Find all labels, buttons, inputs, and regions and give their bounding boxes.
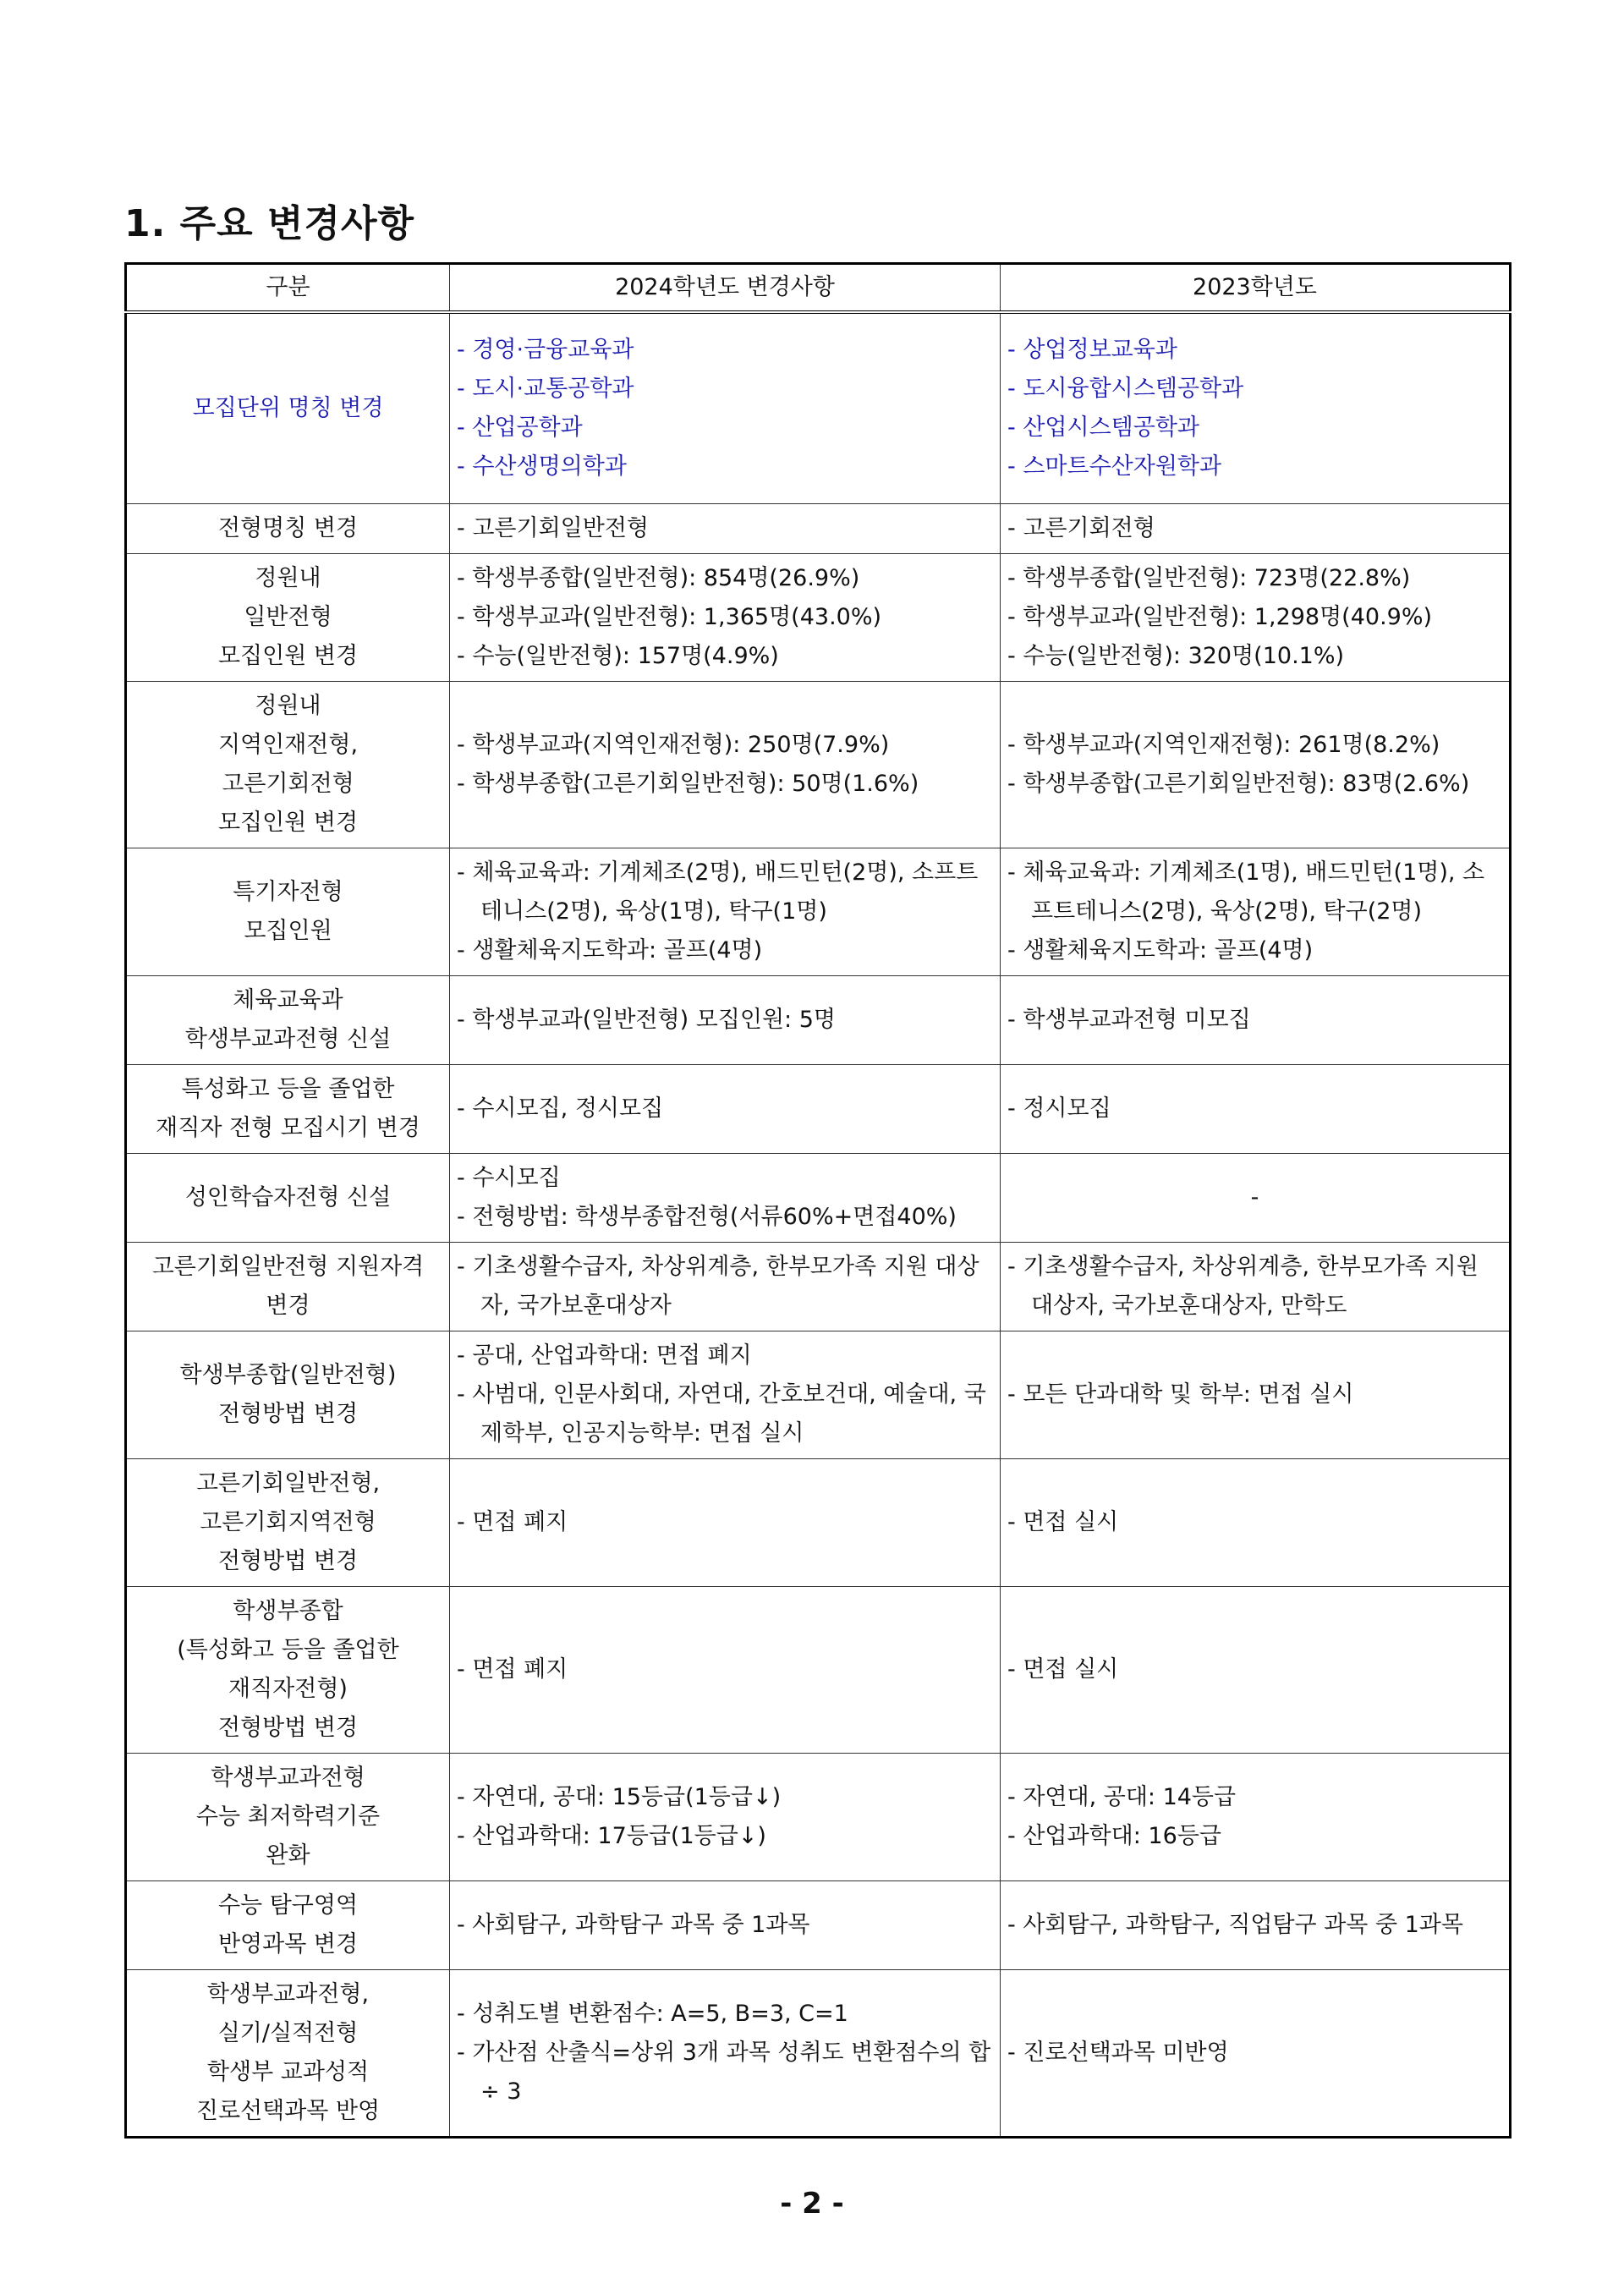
cell-line: - 도시·교통공학과 (457, 375, 634, 402)
category-line: 특기자전형 (233, 878, 343, 905)
row-category (126, 1242, 450, 1331)
category-line: 재직자전형) (228, 1675, 348, 1702)
row-category (126, 503, 450, 553)
row-category (126, 848, 450, 975)
category-line: 전형방법 변경 (217, 1400, 359, 1427)
section-heading: 1. 주요 변경사항 (124, 202, 414, 245)
row-2024-change (450, 1969, 1001, 2137)
category-line: 특성화고 등을 졸업한 (181, 1075, 395, 1102)
row-category (126, 1880, 450, 1969)
category-line: (특성화고 등을 졸업한 (177, 1636, 399, 1663)
table-row (126, 681, 1511, 848)
category-line: 학생부교과전형, (206, 1980, 370, 2007)
table-row (126, 1153, 1511, 1242)
category-line: 수능 탐구영역 (217, 1891, 359, 1919)
row-category (126, 1753, 450, 1880)
row-2024-change (450, 975, 1001, 1064)
cell-line: - 학생부종합(일반전형): 723명(22.8%) (1007, 564, 1411, 591)
cell-line: - 수산생명의학과 (457, 453, 627, 480)
table-body (126, 312, 1511, 2137)
table-header (126, 264, 1511, 313)
cell-line: - 학생부교과(지역인재전형): 261명(8.2%) (1007, 731, 1440, 758)
category-line: 모집인원 (244, 917, 332, 944)
category-line: 일반전형 (244, 603, 332, 630)
table-header-row (126, 264, 1511, 313)
cell-line: - 생활체육지도학과: 골프(4명) (457, 936, 763, 964)
category-line: 학생부교과전형 신설 (184, 1025, 392, 1052)
cell-line: - 수능(일반전형): 320명(10.1%) (1007, 642, 1345, 669)
row-2023-value (1001, 1153, 1511, 1242)
category-line: 정원내 (255, 692, 321, 719)
cell-line: - 학생부종합(고른기회일반전형): 83명(2.6%) (1007, 770, 1470, 797)
cell-line: - 산업과학대: 17등급(1등급↓) (457, 1822, 766, 1849)
cell-line: - 학생부교과전형 미모집 (1007, 1006, 1251, 1033)
cell-line: - 산업시스템공학과 (1007, 414, 1199, 441)
table-row (126, 1880, 1511, 1969)
category-line: 전형방법 변경 (217, 1714, 359, 1741)
row-2024-change (450, 1458, 1001, 1586)
table-row (126, 312, 1511, 503)
row-2024-change (450, 1753, 1001, 1880)
cell-line: - 면접 폐지 (457, 1508, 568, 1535)
cell-line: - 사범대, 인문사회대, 자연대, 간호보건대, 예술대, 국제학부, 인공지능학부: 면접 실시 (457, 1381, 986, 1447)
cell-line: - 경영·금융교육과 (457, 336, 634, 363)
header-2024-changes: 2024학년도 변경사항 (450, 264, 1001, 313)
table-row (126, 1242, 1511, 1331)
cell-line: - 전형방법: 학생부종합전형(서류60%+면접40%) (457, 1203, 957, 1230)
row-2023-value (1001, 681, 1511, 848)
category-line: 모집인원 변경 (217, 642, 359, 669)
table-row (126, 553, 1511, 681)
cell-line: - 면접 폐지 (457, 1655, 568, 1683)
cell-line: - (1250, 1183, 1259, 1211)
row-2023-value (1001, 1242, 1511, 1331)
row-2024-change (450, 1331, 1001, 1458)
category-line: 완화 (266, 1842, 310, 1869)
row-category (126, 1153, 450, 1242)
cell-line: - 산업과학대: 16등급 (1007, 1822, 1221, 1849)
category-line: 학생부종합 (233, 1597, 343, 1624)
cell-line: - 학생부교과(일반전형) 모집인원: 5명 (457, 1006, 836, 1033)
row-category (126, 1331, 450, 1458)
cell-line: - 학생부종합(고른기회일반전형): 50명(1.6%) (457, 770, 919, 797)
cell-line: - 공대, 산업과학대: 면접 폐지 (457, 1342, 752, 1369)
category-line: 고른기회전형 (222, 770, 354, 797)
cell-line: - 학생부교과(일반전형): 1,365명(43.0%) (457, 603, 882, 630)
cell-line: - 도시융합시스템공학과 (1007, 375, 1244, 402)
cell-line: - 진로선택과목 미반영 (1007, 2039, 1229, 2066)
cell-line: - 수시모집, 정시모집 (457, 1095, 664, 1122)
category-line: 반영과목 변경 (217, 1930, 359, 1957)
category-line: 지역인재전형, (217, 731, 359, 758)
row-2023-value (1001, 1064, 1511, 1153)
cell-line: - 수시모집 (457, 1164, 561, 1191)
row-2023-value (1001, 1969, 1511, 2137)
page-number: - 2 - (780, 2187, 844, 2221)
category-line: 수능 최저학력기준 (195, 1803, 381, 1830)
cell-line: - 고른기회일반전형 (457, 514, 649, 541)
cell-line: - 상업정보교육과 (1007, 336, 1177, 363)
table-row (126, 1753, 1511, 1880)
table-row (126, 503, 1511, 553)
row-category (126, 1586, 450, 1753)
cell-line: - 수능(일반전형): 157명(4.9%) (457, 642, 779, 669)
row-2024-change (450, 312, 1001, 503)
category-line: 고른기회일반전형, (195, 1469, 381, 1496)
cell-line: - 생활체육지도학과: 골프(4명) (1007, 936, 1314, 964)
row-category (126, 1064, 450, 1153)
row-2023-value (1001, 553, 1511, 681)
table-row (126, 975, 1511, 1064)
table-row (126, 1458, 1511, 1586)
cell-line: - 정시모집 (1007, 1095, 1111, 1122)
category-line: 실기/실적전형 (217, 2019, 359, 2046)
cell-line: - 자연대, 공대: 14등급 (1007, 1783, 1237, 1810)
changes-table (124, 262, 1512, 2139)
category-line: 전형방법 변경 (217, 1547, 359, 1574)
category-line: 모집단위 명칭 변경 (192, 394, 384, 421)
cell-line: - 모든 단과대학 및 학부: 면접 실시 (1007, 1381, 1354, 1408)
cell-line: - 면접 실시 (1007, 1508, 1119, 1535)
row-2023-value (1001, 975, 1511, 1064)
category-line: 진로선택과목 반영 (195, 2097, 381, 2124)
row-2023-value (1001, 312, 1511, 503)
cell-line: - 학생부종합(일반전형): 854명(26.9%) (457, 564, 860, 591)
cell-line: - 스마트수산자원학과 (1007, 453, 1222, 480)
row-2023-value (1001, 1331, 1511, 1458)
table-row (126, 848, 1511, 975)
row-2024-change (450, 1880, 1001, 1969)
category-line: 고른기회지역전형 (200, 1508, 376, 1535)
cell-line: - 면접 실시 (1007, 1655, 1119, 1683)
table-row (126, 1586, 1511, 1753)
row-2023-value (1001, 503, 1511, 553)
cell-line: - 사회탐구, 과학탐구, 직업탐구 과목 중 1과목 (1007, 1911, 1463, 1938)
row-category (126, 681, 450, 848)
cell-line: - 체육교육과: 기계체조(1명), 배드민턴(1명), 소프트테니스(2명), 육상(2명), 탁구(2명) (1007, 859, 1485, 925)
category-line: 학생부 교과성적 (206, 2058, 370, 2085)
cell-line: - 기초생활수급자, 차상위계층, 한부모가족 지원 대상자, 국가보훈대상자, 만학도 (1007, 1253, 1479, 1319)
row-2024-change (450, 1586, 1001, 1753)
row-2023-value (1001, 1586, 1511, 1753)
row-2023-value (1001, 1753, 1511, 1880)
row-category (126, 1969, 450, 2137)
row-category (126, 312, 450, 503)
header-2023: 2023학년도 (1001, 264, 1511, 313)
row-2024-change (450, 1242, 1001, 1331)
cell-line: - 학생부교과(일반전형): 1,298명(40.9%) (1007, 603, 1433, 630)
cell-line: - 학생부교과(지역인재전형): 250명(7.9%) (457, 731, 890, 758)
table-row (126, 1064, 1511, 1153)
table-row (126, 1969, 1511, 2137)
row-2024-change (450, 1153, 1001, 1242)
category-line: 학생부종합(일반전형) (179, 1361, 397, 1388)
cell-line: - 사회탐구, 과학탐구 과목 중 1과목 (457, 1911, 810, 1938)
cell-line: - 체육교육과: 기계체조(2명), 배드민턴(2명), 소프트테니스(2명), 육상(1명), 탁구(1명) (457, 859, 979, 925)
category-line: 체육교육과 (233, 986, 343, 1013)
cell-line: - 가산점 산출식=상위 3개 과목 성취도 변환점수의 합 ÷ 3 (457, 2039, 991, 2105)
row-category (126, 975, 450, 1064)
cell-line: - 자연대, 공대: 15등급(1등급↓) (457, 1783, 782, 1810)
category-line: 모집인원 변경 (217, 809, 359, 836)
category-line: 변경 (266, 1292, 310, 1319)
category-line: 성인학습자전형 신설 (184, 1183, 392, 1211)
category-line: 재직자 전형 모집시기 변경 (156, 1114, 420, 1141)
row-2024-change (450, 848, 1001, 975)
row-category (126, 1458, 450, 1586)
row-2023-value (1001, 848, 1511, 975)
row-2023-value (1001, 1880, 1511, 1969)
category-line: 정원내 (255, 564, 321, 591)
row-2024-change (450, 553, 1001, 681)
category-line: 전형명칭 변경 (217, 514, 359, 541)
category-line: 학생부교과전형 (211, 1764, 365, 1791)
cell-line: - 성취도별 변환점수: A=5, B=3, C=1 (457, 2000, 848, 2027)
row-2024-change (450, 503, 1001, 553)
cell-line: - 산업공학과 (457, 414, 583, 441)
row-2024-change (450, 1064, 1001, 1153)
table-row (126, 1331, 1511, 1458)
row-2023-value (1001, 1458, 1511, 1586)
header-category: 구분 (126, 264, 450, 313)
cell-line: - 고른기회전형 (1007, 514, 1155, 541)
cell-line: - 기초생활수급자, 차상위계층, 한부모가족 지원 대상자, 국가보훈대상자 (457, 1253, 979, 1319)
row-2024-change (450, 681, 1001, 848)
category-line: 고른기회일반전형 지원자격 (151, 1253, 425, 1280)
row-category (126, 553, 450, 681)
